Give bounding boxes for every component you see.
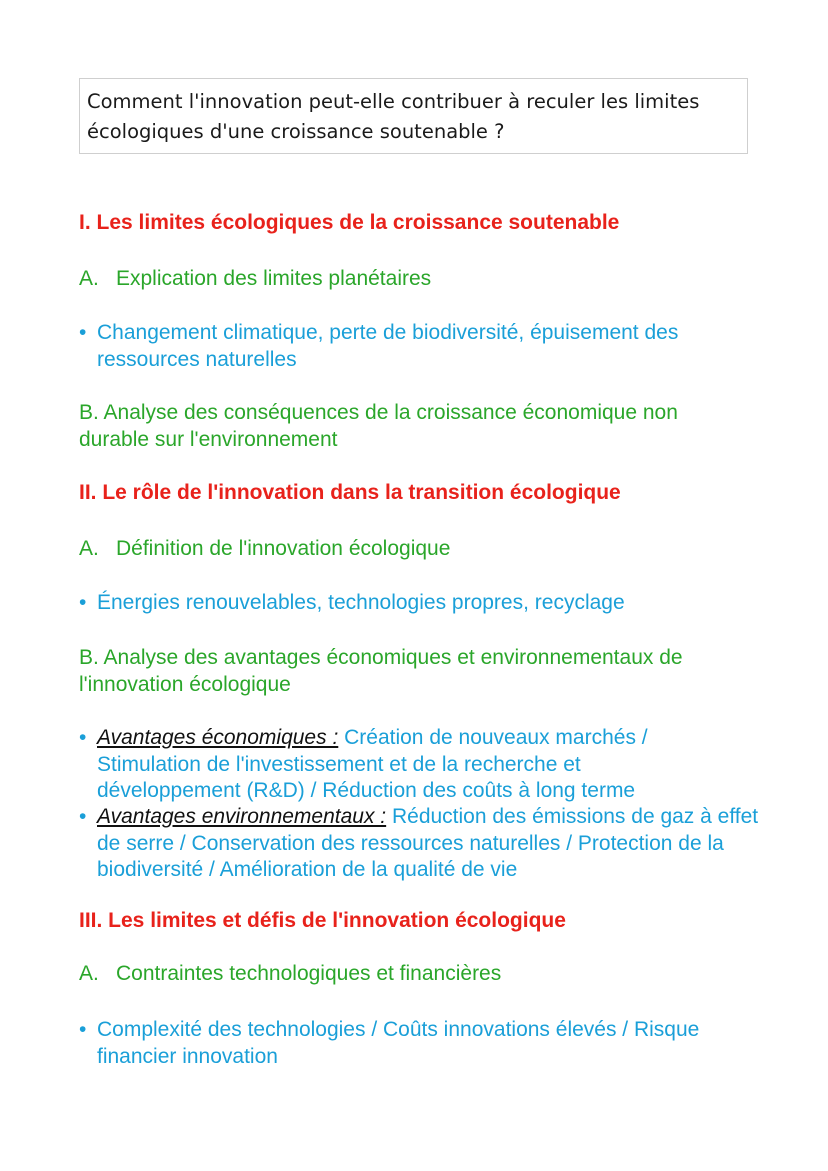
question-box — [79, 78, 748, 154]
advantage-label: Avantages économiques : — [97, 726, 339, 749]
bullet-text: Changement climatique, perte de biodiversité, épuisement des ressources naturelles — [97, 321, 679, 371]
sub-letter: A. — [79, 537, 99, 560]
sub-text: Définition de l'innovation écologique — [116, 537, 451, 560]
section-2-sub-a — [79, 536, 450, 563]
sub-letter: A. — [79, 267, 99, 290]
bullet-dot: • — [79, 321, 87, 344]
bullet-text: Énergies renouvelables, technologies propres, recyclage — [97, 591, 625, 614]
section-3-sub-a — [79, 961, 501, 988]
sub-text: Explication des limites planétaires — [116, 267, 432, 290]
bullet-dot: • — [79, 805, 87, 828]
advantage-text: Création de nouveaux marchés / Stimulation de l'investissement et de la recherche et développement (R&D) / Réduction des coûts à long terme — [97, 726, 648, 802]
section-2-title: II. Le rôle de l'innovation dans la transition écologique — [79, 481, 621, 504]
section-1-title: I. Les limites écologiques de la croissance soutenable — [79, 211, 620, 234]
section-3-title: III. Les limites et défis de l'innovation écologique — [79, 909, 566, 932]
question-text: Comment l'innovation peut-elle contribuer à reculer les limites écologiques d'une croissance soutenable ? — [87, 90, 700, 143]
section-1-sub-a — [79, 266, 431, 293]
advantages-environmental-bullet — [79, 804, 769, 884]
advantage-label: Avantages environnementaux : — [97, 805, 387, 828]
advantage-text: Réduction des émissions de gaz à effet de serre / Conservation des ressources naturelles / Protection de la biodiversité / Amélioration de la qualité de vie — [97, 805, 759, 881]
sub-text: Contraintes technologiques et financières — [116, 962, 502, 985]
sub-letter: A. — [79, 962, 99, 985]
bullet-dot: • — [79, 726, 87, 749]
section-3-bullet — [79, 1017, 759, 1070]
section-2-bullet — [79, 590, 759, 617]
section-2-sub-b: B. Analyse des avantages économiques et environnementaux de l'innovation écologique — [79, 646, 683, 696]
section-1-bullet — [79, 320, 729, 373]
bullet-dot: • — [79, 591, 87, 614]
advantages-economic-bullet — [79, 725, 691, 805]
bullet-text: Complexité des technologies / Coûts innovations élevés / Risque financier innovation — [97, 1018, 700, 1068]
section-1-sub-b: B. Analyse des conséquences de la croissance économique non durable sur l'environnement — [79, 401, 678, 451]
bullet-dot: • — [79, 1018, 87, 1041]
